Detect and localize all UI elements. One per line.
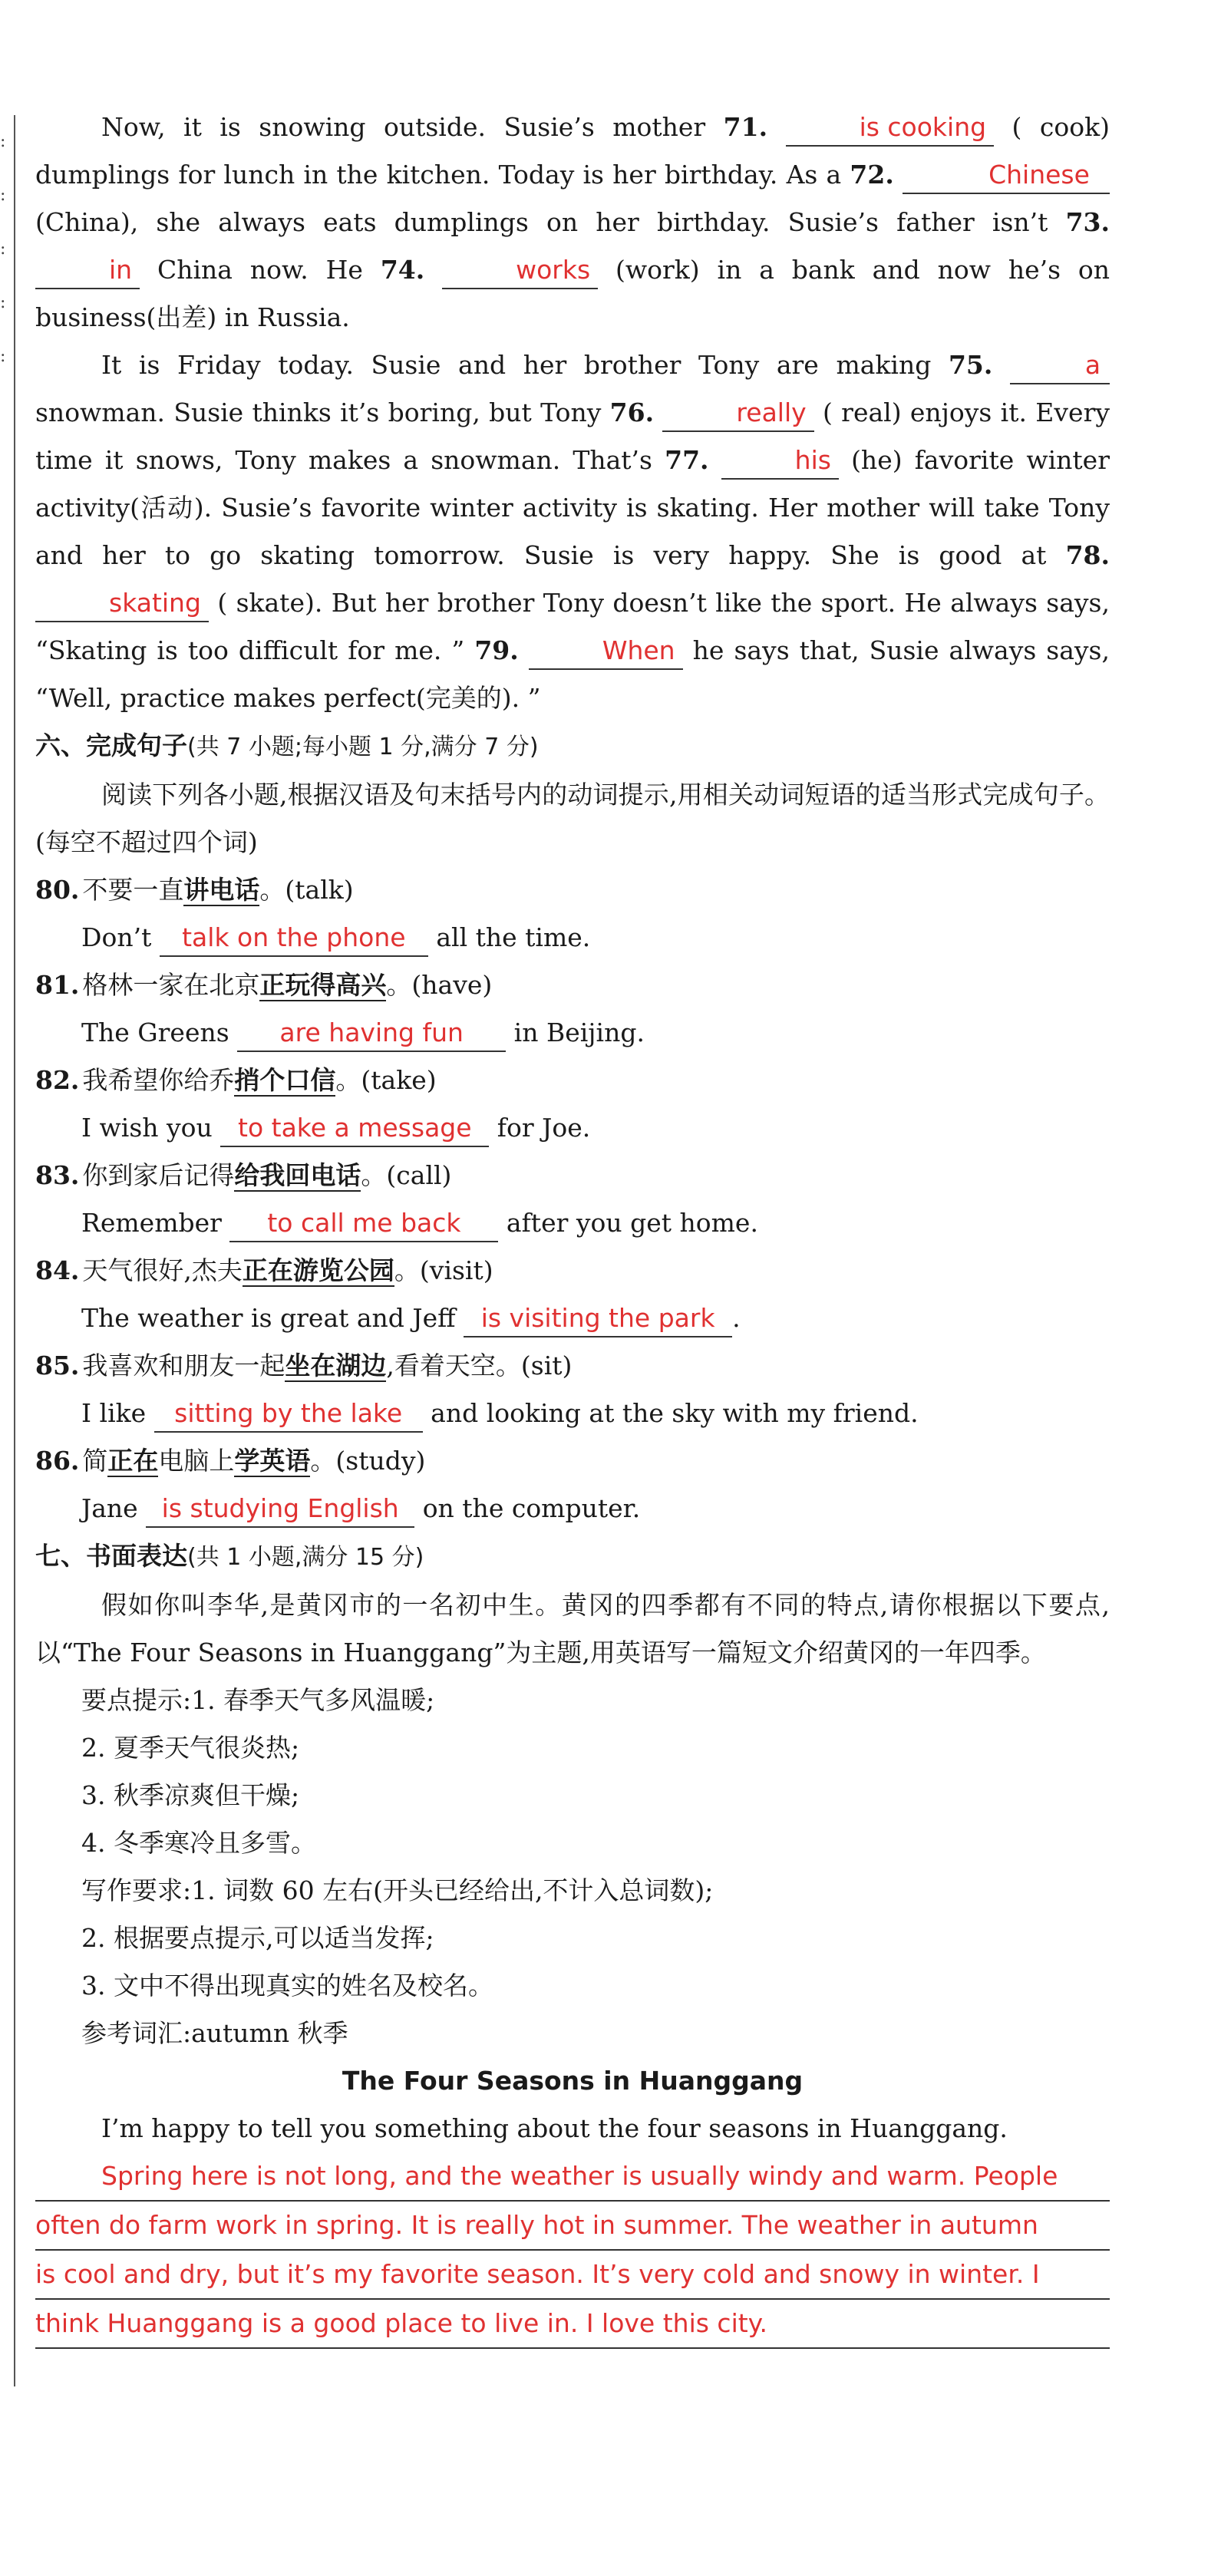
answer-blank-82[interactable]: to take a message (220, 1110, 489, 1147)
question-83-sentence (35, 1199, 1110, 1247)
essay-opening: I’m happy to tell you something about the four seasons in Huanggang. (101, 2113, 1008, 2143)
reference-vocab: 参考词汇:autumn 秋季 (81, 2018, 348, 2048)
answer-blank-75[interactable]: a (1010, 348, 1110, 384)
point-item: 3. 秋季凉爽但干燥; (81, 1780, 300, 1810)
section-7-note: (共 1 小题,满分 15 分) (187, 1544, 424, 1571)
question-number-85: 85. (35, 1351, 80, 1380)
essay-answer-line: is cool and dry, but it’s my favorite season. It’s very cold and snowy in winter. I (35, 2251, 1110, 2300)
prompt-text: 我希望你给乔 (82, 1065, 235, 1095)
sentence-text: Jane (81, 1493, 138, 1523)
question-86-sentence (35, 1485, 1110, 1532)
key-phrase: 捎个口信 (234, 1065, 336, 1095)
point-item: 2. 夏季天气很炎热; (81, 1733, 300, 1763)
passage-text: ( real) enjoys it. Every time it snows, Tony makes a snowman. That’s (35, 397, 1110, 475)
answer-blank-86[interactable]: is studying English (146, 1491, 414, 1528)
question-number-81: 81. (35, 970, 80, 1000)
key-phrase: 坐在湖边 (285, 1351, 387, 1380)
answer-blank-78[interactable]: skating (35, 585, 209, 622)
requirement-item: 2. 根据要点提示,可以适当发挥; (81, 1923, 434, 1953)
question-number-78: 78. (1065, 540, 1110, 570)
prompt-text: 我喜欢和朋友一起 (82, 1351, 285, 1380)
verb-hint: ,看着天空。(sit) (386, 1351, 573, 1380)
question-86-prompt (35, 1437, 1110, 1485)
section-6-note: (共 7 小题;每小题 1 分,满分 7 分) (187, 734, 539, 760)
sentence-text: and looking at the sky with my friend. (431, 1398, 919, 1428)
sentence-text: The Greens (81, 1018, 229, 1047)
point-item: 4. 冬季寒冷且多雪。 (81, 1828, 316, 1858)
sentence-text: on the computer. (422, 1493, 641, 1523)
answer-blank-83[interactable]: to call me back (229, 1206, 498, 1242)
question-number-80: 80. (35, 875, 80, 905)
key-phrase: 正玩得高兴 (259, 970, 387, 1000)
sentence-text: Remember (81, 1208, 222, 1238)
passage-text: snowman. Susie thinks it’s boring, but Tony (35, 397, 602, 427)
passage-text: (China), she always eats dumplings on her birthday. Susie’s father isn’t (35, 207, 1048, 237)
passage-text: (he) favorite winter activity(活动). Susie’s favorite winter activity is skating. Her mother will take Tony and her to go skating tomorrow. Susie is very happy. She is good at (35, 445, 1110, 570)
prompt-text: 你到家后记得 (82, 1160, 235, 1190)
passage-text: China now. He (157, 255, 363, 285)
section-7-heading (35, 1532, 1110, 1582)
verb-hint: 。(call) (361, 1160, 452, 1190)
question-number-79: 79. (474, 635, 519, 665)
key-phrase: 正在 (107, 1446, 159, 1476)
binding-margin-marks: : : : : : (0, 132, 6, 366)
prompt-text: 电脑上 (158, 1446, 235, 1476)
question-number-86: 86. (35, 1446, 80, 1476)
sentence-text: I wish you (81, 1113, 213, 1143)
key-phrase: 讲电话 (183, 875, 260, 905)
prompt-text: 不要一直 (82, 875, 184, 905)
question-number-74: 74. (380, 255, 425, 285)
key-phrase: 学英语 (234, 1446, 311, 1476)
passage-text: (work) in a bank and now he’s on business(出差) in Russia. (35, 255, 1110, 332)
section-6-title: 六、完成句子 (35, 731, 187, 760)
prompt-text: 天气很好,杰夫 (82, 1255, 243, 1285)
verb-hint: 。(take) (335, 1065, 437, 1095)
question-85-prompt (35, 1342, 1110, 1390)
passage-text: ( skate). But her brother Tony doesn’t like the sport. He always says, “Skating is too difficult for me. ” (35, 588, 1110, 665)
answer-blank-71[interactable]: is cooking (786, 110, 995, 147)
verb-hint: 。(study) (310, 1446, 426, 1476)
section-7-prompt: 假如你叫李华,是黄冈市的一名初中生。黄冈的四季都有不同的特点,请你根据以下要点,以“The Four Seasons in Huanggang”为主题,用英语写一篇短文介绍黄冈的一年四季。 (35, 1590, 1110, 1667)
question-85-sentence (35, 1390, 1110, 1437)
answer-blank-84[interactable]: is visiting the park (464, 1301, 732, 1337)
prompt-text: 格林一家在北京 (82, 970, 260, 1000)
answer-blank-80[interactable]: talk on the phone (160, 920, 428, 957)
verb-hint: 。(talk) (259, 875, 354, 905)
answer-blank-85[interactable]: sitting by the lake (154, 1396, 423, 1433)
sentence-text: for Joe. (497, 1113, 591, 1143)
answer-blank-77[interactable]: his (721, 443, 839, 480)
answer-blank-73[interactable]: in (35, 252, 140, 289)
requirement-item: 3. 文中不得出现真实的姓名及校名。 (81, 1971, 493, 2000)
answer-blank-79[interactable]: When (529, 633, 683, 670)
worksheet-page (35, 104, 1110, 2349)
sentence-text: in Beijing. (513, 1018, 645, 1047)
question-number-75: 75. (948, 350, 993, 380)
question-81-sentence (35, 1009, 1110, 1057)
passage-text: Now, it is snowing outside. Susie’s mother (101, 112, 706, 142)
question-number-82: 82. (35, 1065, 80, 1095)
question-84-sentence (35, 1295, 1110, 1342)
key-phrase: 正在游览公园 (242, 1255, 394, 1285)
question-number-76: 76. (609, 397, 655, 427)
point-item: 要点提示:1. 春季天气多风温暖; (81, 1685, 435, 1715)
essay-answer-line: often do farm work in spring. It is really hot in summer. The weather in autumn (35, 2202, 1110, 2251)
verb-hint: 。(visit) (394, 1255, 493, 1285)
sentence-text: The weather is great and Jeff (81, 1303, 456, 1333)
passage-text: ( cook) dumplings for lunch in the kitchen. Today is her birthday. As a (35, 112, 1110, 190)
answer-blank-76[interactable]: really (662, 395, 813, 432)
sentence-text: Don’t (81, 922, 152, 952)
question-83-prompt (35, 1152, 1110, 1199)
question-84-prompt (35, 1247, 1110, 1295)
answer-blank-72[interactable]: Chinese (903, 157, 1110, 194)
question-82-prompt (35, 1057, 1110, 1104)
question-number-71: 71. (723, 112, 768, 142)
question-number-73: 73. (1065, 207, 1110, 237)
passage-paragraph-1 (35, 104, 1110, 341)
question-80-prompt (35, 866, 1110, 914)
prompt-text: 简 (82, 1446, 108, 1476)
question-81-prompt (35, 961, 1110, 1009)
section-6-heading (35, 722, 1110, 771)
question-number-72: 72. (850, 160, 894, 190)
requirement-item: 写作要求:1. 词数 60 左右(开头已经给出,不计入总词数); (81, 1875, 714, 1905)
question-number-83: 83. (35, 1160, 80, 1190)
section-6-instruction: 阅读下列各小题,根据汉语及句末括号内的动词提示,用相关动词短语的适当形式完成句子。(每空不超过四个词) (35, 780, 1110, 857)
question-82-sentence (35, 1104, 1110, 1152)
verb-hint: 。(have) (386, 970, 493, 1000)
essay-title: The Four Seasons in Huanggang (342, 2066, 804, 2096)
essay-answer[interactable] (35, 2152, 1110, 2349)
section-7-title: 七、书面表达 (35, 1541, 187, 1571)
answer-blank-81[interactable]: are having fun (237, 1015, 506, 1052)
question-number-77: 77. (665, 445, 709, 475)
sentence-text: . (732, 1303, 741, 1333)
question-80-sentence (35, 914, 1110, 961)
passage-paragraph-2 (35, 341, 1110, 722)
question-number-84: 84. (35, 1255, 80, 1285)
key-phrase: 给我回电话 (234, 1160, 361, 1190)
answer-blank-74[interactable]: works (442, 252, 598, 289)
essay-answer-line: think Huanggang is a good place to live in. I love this city. (35, 2300, 1110, 2349)
sentence-text: after you get home. (506, 1208, 758, 1238)
sentence-text: I like (81, 1398, 147, 1428)
binding-margin-line (14, 115, 15, 2386)
passage-text: It is Friday today. Susie and her brother Tony are making (101, 350, 932, 380)
essay-answer-line: Spring here is not long, and the weather is usually windy and warm. People (35, 2152, 1110, 2202)
sentence-text: all the time. (436, 922, 591, 952)
passage-text: he says that, Susie always says, “Well, practice makes perfect(完美的). ” (35, 635, 1110, 713)
